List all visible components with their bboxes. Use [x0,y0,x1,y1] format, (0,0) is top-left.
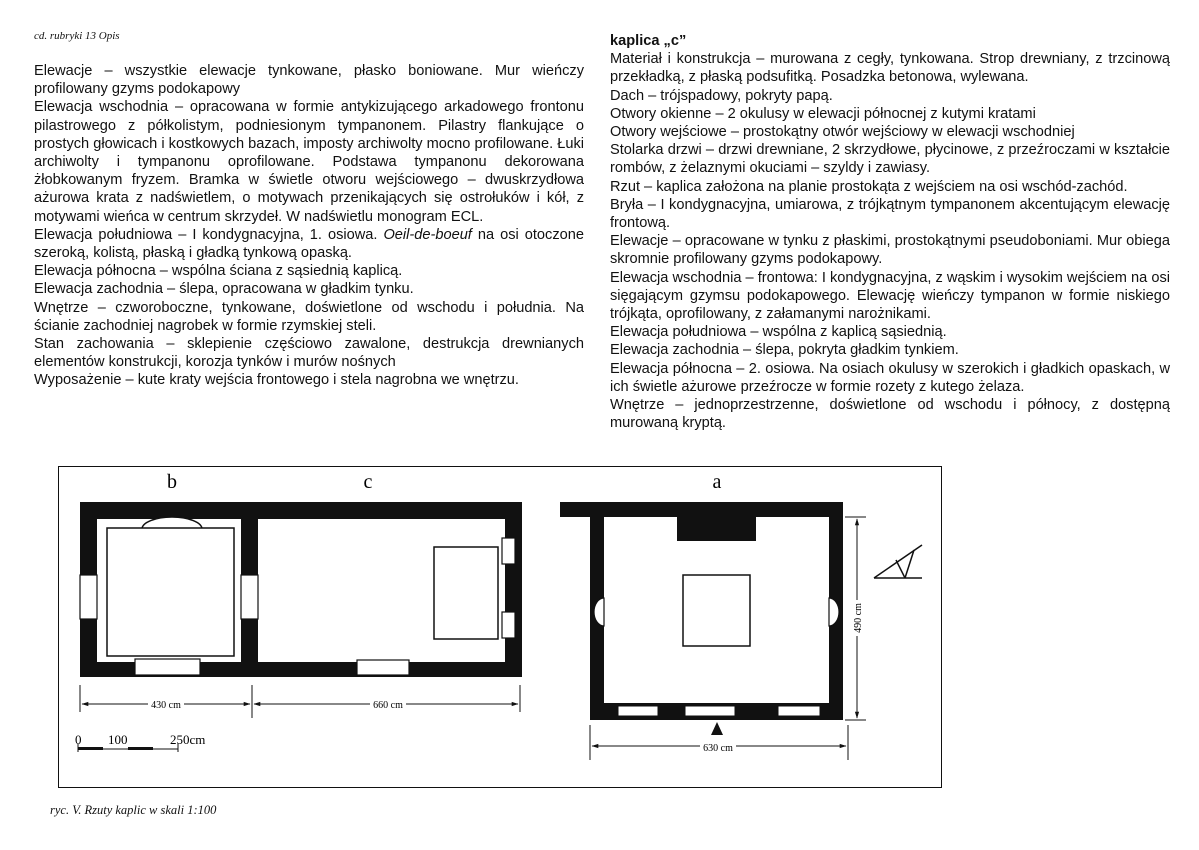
paragraph-material: Materiał i konstrukcja – murowana z cegły, tynkowana. Strop drewniany, z trzcinową przekładką, z płaską podsufitką. Posadzka betonowa, wylewana. [610,51,1170,86]
label-a: a [712,471,722,493]
paragraph-east-elevation-c: Elewacja wschodnia – frontowa: I kondygnacyjna, z wąskim i wysokim wejściem na osi sięgającym gzymsu podokapowego. Elewację wieńczy tympanon w formie niskiego trójkąta, oprofilowany, z załamanymi narożnikami. [610,269,1170,323]
plan-b-entrance [135,659,200,675]
plan-a-crypt [683,575,750,646]
plan-b-east-opening [241,575,258,619]
label-c: c [363,471,373,493]
plan-a-bench-3 [778,706,820,716]
paragraph-elevations: Elewacje – wszystkie elewacje tynkowane, płasko boniowane. Mur wieńczy profilowany gzyms podokapowy [34,63,584,98]
paragraph-door-joinery: Stolarka drzwi – drzwi drewniane, 2 skrzydłowe, płycinowe, z przeźroczami w kształcie rombów, z żelaznymi okuciami – szyldy i zawiasy. [610,142,1170,177]
paragraph-entrance: Otwory wejściowe – prostokątny otwór wejściowy w elewacji wschodniej [610,124,1075,141]
plan-a-bench-1 [618,706,658,716]
dim-a-width-label: 630 cm [703,743,733,754]
oeil-de-boeuf-term: Oeil-de-boeuf [383,226,472,243]
paragraph-west-elevation: Elewacja zachodnia – ślepa, opracowana w gładkim tynku. [34,281,414,298]
chapel-c-title: kaplica „c” [610,33,687,49]
entrance-arrow-icon [711,722,723,735]
plan-c-window-1 [502,538,515,564]
plan-b-west-window [80,575,97,619]
paragraph-windows: Otwory okienne – 2 okulusy w elewacji północnej z kutymi kratami [610,105,1036,122]
scale-bar [78,744,178,752]
north-arrow-icon [874,545,922,578]
dim-a-height-label: 490 cm [853,603,864,633]
scale-250: 250cm [170,732,206,747]
plan-c-entrance [357,660,409,675]
scale-100: 100 [108,732,128,747]
header-note: cd. rubryki 13 Opis [34,30,120,42]
paragraph-condition: Stan zachowania – sklepienie częściowo zawalone, destrukcja drewnianych elementów konstrukcji, korozja tynków i murów nośnych [34,336,584,371]
dim-c-label: 660 cm [373,700,403,711]
paragraph-north-elevation: Elewacja północna – wspólna ściana z sąsiednią kaplicą. [34,263,403,280]
scale-0: 0 [75,732,82,747]
south-prefix: Elewacja południowa – I kondygnacyjna, 1. osiowa. [34,226,384,243]
paragraph-south-elevation-c: Elewacja południowa – wspólna z kaplicą sąsiednią. [610,324,947,341]
paragraph-east-elevation: Elewacja wschodnia – opracowana w formie antykizującego arkadowego frontonu pilastrowego z półkolistym, podniesionym tympanonem. Pilastry flankujące o prostych głowicach i kostkowych bazach, imposty archiwolty mocno profilowane. Łuki archiwolty i tympanonu oprofilowane. Podstawa tympanonu dekorowana żłobkowanym fryzem. Bramka w świetle otworu wejściowego – dwuskrzydłowa ażurowa krata z nadświetlem, o motywach przenikających się ostrołuków i kół, z motywami wieńca w centrum skrzydeł. W nadświetlu monogram ECL. [34,99,584,225]
paragraph-elevations-c: Elewacje – opracowane w tynku z płaskimi, prostokątnymi pseudoboniami. Mur obiega skromnie profilowany gzyms podokapowy. [610,233,1170,268]
paragraph-plan: Rzut – kaplica założona na planie prostokąta z wejściem na osi wschód-zachód. [610,178,1128,195]
paragraph-interior: Wnętrze – czworoboczne, tynkowane, doświetlone od wschodu i południa. Na ścianie zachodniej nagrobek w formie rzymskiej steli. [34,299,584,334]
plan-a-bench-2 [685,706,735,716]
label-b: b [167,471,177,493]
paragraph-interior-c: Wnętrze – jednoprzestrzenne, doświetlone od wschodu i północy, z dostępną murowaną kryptą. [610,397,1170,432]
paragraph-roof: Dach – trójspadowy, pokryty papą. [610,87,833,104]
paragraph-west-elevation-c: Elewacja zachodnia – ślepa, pokryta gładkim tynkiem. [610,342,959,359]
plan-c-window-2 [502,612,515,638]
paragraph-north-elevation-c: Elewacja północna – 2. osiowa. Na osiach okulusy w szerokich i gładkich opaskach, w ich świetle ażurowe przeźrocze w formie rozety z kutego żelaza. [610,360,1170,395]
figure-caption: ryc. V. Rzuty kaplic w skali 1:100 [50,803,217,817]
paragraph-furnishing: Wyposażenie – kute kraty wejścia frontowego i stela nagrobna we wnętrzu. [34,372,519,389]
paragraph-mass: Bryła – I kondygnacyjna, umiarowa, z trójkątnym tympanonem akcentującym elewację frontową. [610,196,1170,232]
south-suffix: na osi otoczone szeroką, kolistą, płaską i gładką tynkową opaską. [34,226,584,262]
dim-b-label: 430 cm [151,700,181,711]
plan-b-stele [107,528,234,656]
plan-c-crypt [434,547,498,639]
